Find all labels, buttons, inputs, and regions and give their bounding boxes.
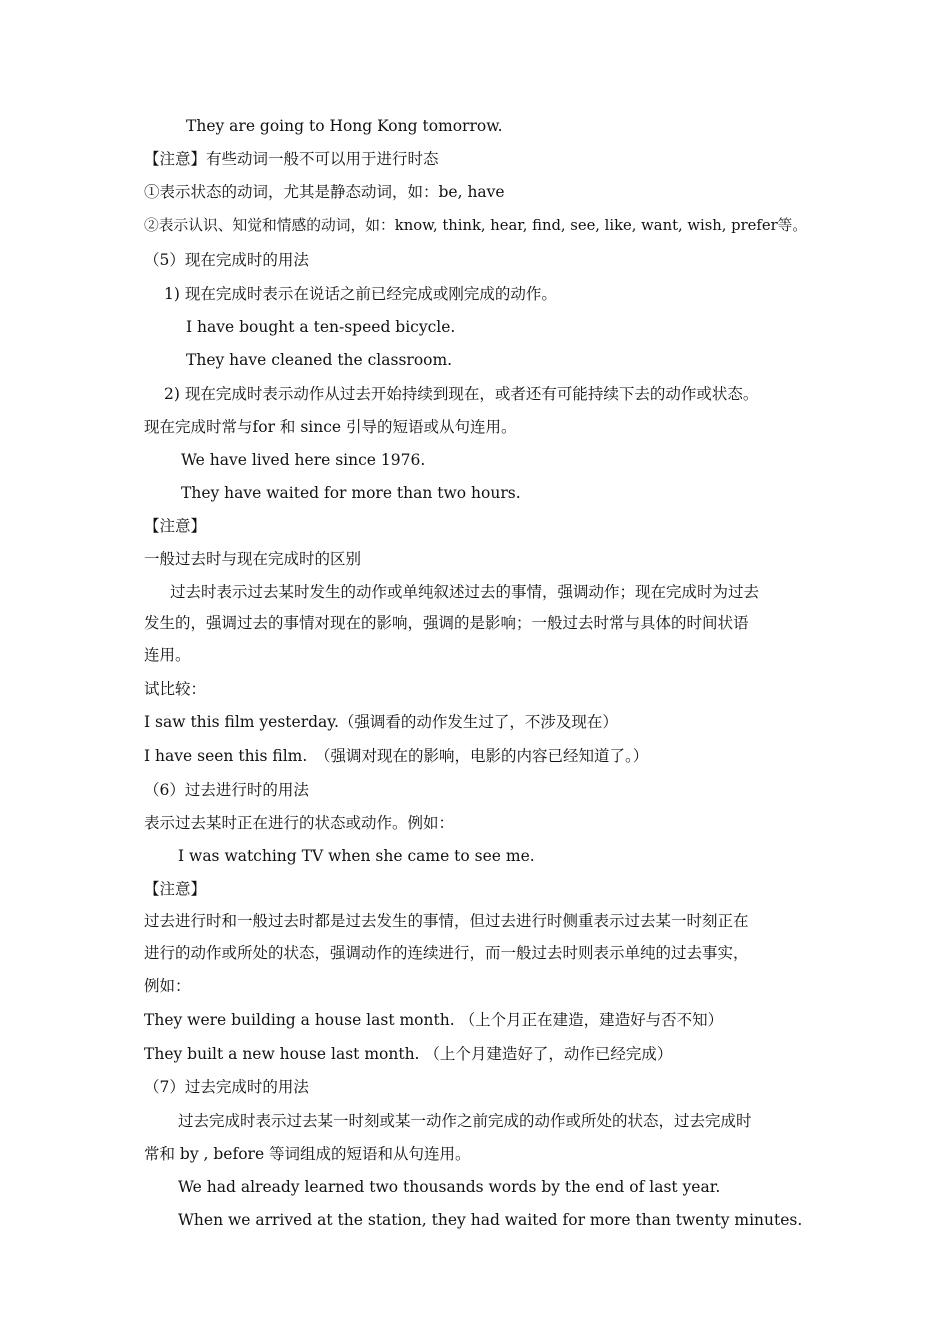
paragraph-line: 连用。: [144, 646, 191, 664]
example-sentence: They built a new house last month. （上个月建造好了，动作已经完成）: [144, 1045, 673, 1063]
note-heading: 【注意】: [144, 880, 207, 898]
example-sentence: They have waited for more than two hours.: [181, 484, 521, 502]
example-sentence: I was watching TV when she came to see me.: [178, 847, 535, 865]
example-sentence: They have cleaned the classroom.: [186, 351, 453, 369]
rule-text: 表示过去某时正在进行的状态或动作。例如：: [144, 814, 455, 832]
paragraph-line: 过去时表示过去某时发生的动作或单纯叙述过去的事情，强调动作；现在完成时为过去: [170, 583, 760, 601]
rule-text: 1) 现在完成时表示在说话之前已经完成或刚完成的动作。: [164, 285, 557, 303]
example-sentence: I have seen this film. （强调对现在的影响，电影的内容已经知道了。）: [144, 747, 649, 765]
example-sentence: They were building a house last month. （上个月正在建造，建造好与否不知）: [144, 1011, 724, 1029]
example-sentence: I have bought a ten-speed bicycle.: [186, 318, 456, 336]
paragraph-line: 发生的，强调过去的事情对现在的影响，强调的是影响；一般过去时常与具体的时间状语: [144, 614, 749, 632]
rule-text: 2) 现在完成时表示动作从过去开始持续到现在，或者还有可能持续下去的动作或状态。: [164, 385, 759, 403]
note-item: ①表示状态的动词，尤其是静态动词，如：be, have: [144, 183, 505, 201]
note-heading: 【注意】: [144, 517, 207, 535]
compare-label: 试比较：: [144, 680, 207, 698]
paragraph-line: 进行的动作或所处的状态，强调动作的连续进行，而一般过去时则表示单纯的过去事实，: [144, 944, 749, 962]
example-sentence: When we arrived at the station, they had waited for more than twenty minutes.: [178, 1211, 803, 1229]
note-item: ②表示认识、知觉和情感的动词，如：know, think, hear, find, see, like, want, wish, prefer等。: [144, 217, 808, 234]
example-sentence: We had already learned two thousands words by the end of last year.: [178, 1178, 721, 1196]
paragraph-line: 过去完成时表示过去某一时刻或某一动作之前完成的动作或所处的状态，过去完成时: [178, 1112, 752, 1130]
note-heading: 【注意】有些动词一般不可以用于进行时态: [144, 150, 439, 168]
example-sentence: I saw this film yesterday.（强调看的动作发生过了，不涉及现在）: [144, 713, 618, 731]
section-heading: （5）现在完成时的用法: [144, 251, 309, 269]
paragraph-line: 常和 by , before 等词组成的短语和从句连用。: [144, 1145, 471, 1163]
section-heading: （6）过去进行时的用法: [144, 781, 309, 799]
rule-text: 现在完成时常与for 和 since 引导的短语或从句连用。: [144, 418, 517, 436]
paragraph-line: 例如：: [144, 977, 191, 995]
section-heading: （7）过去完成时的用法: [144, 1078, 309, 1096]
example-sentence: We have lived here since 1976.: [181, 451, 426, 469]
example-sentence: They are going to Hong Kong tomorrow.: [186, 117, 503, 135]
paragraph-line: 过去进行时和一般过去时都是过去发生的事情，但过去进行时侧重表示过去某一时刻正在: [144, 912, 749, 930]
subheading: 一般过去时与现在完成时的区别: [144, 550, 362, 568]
